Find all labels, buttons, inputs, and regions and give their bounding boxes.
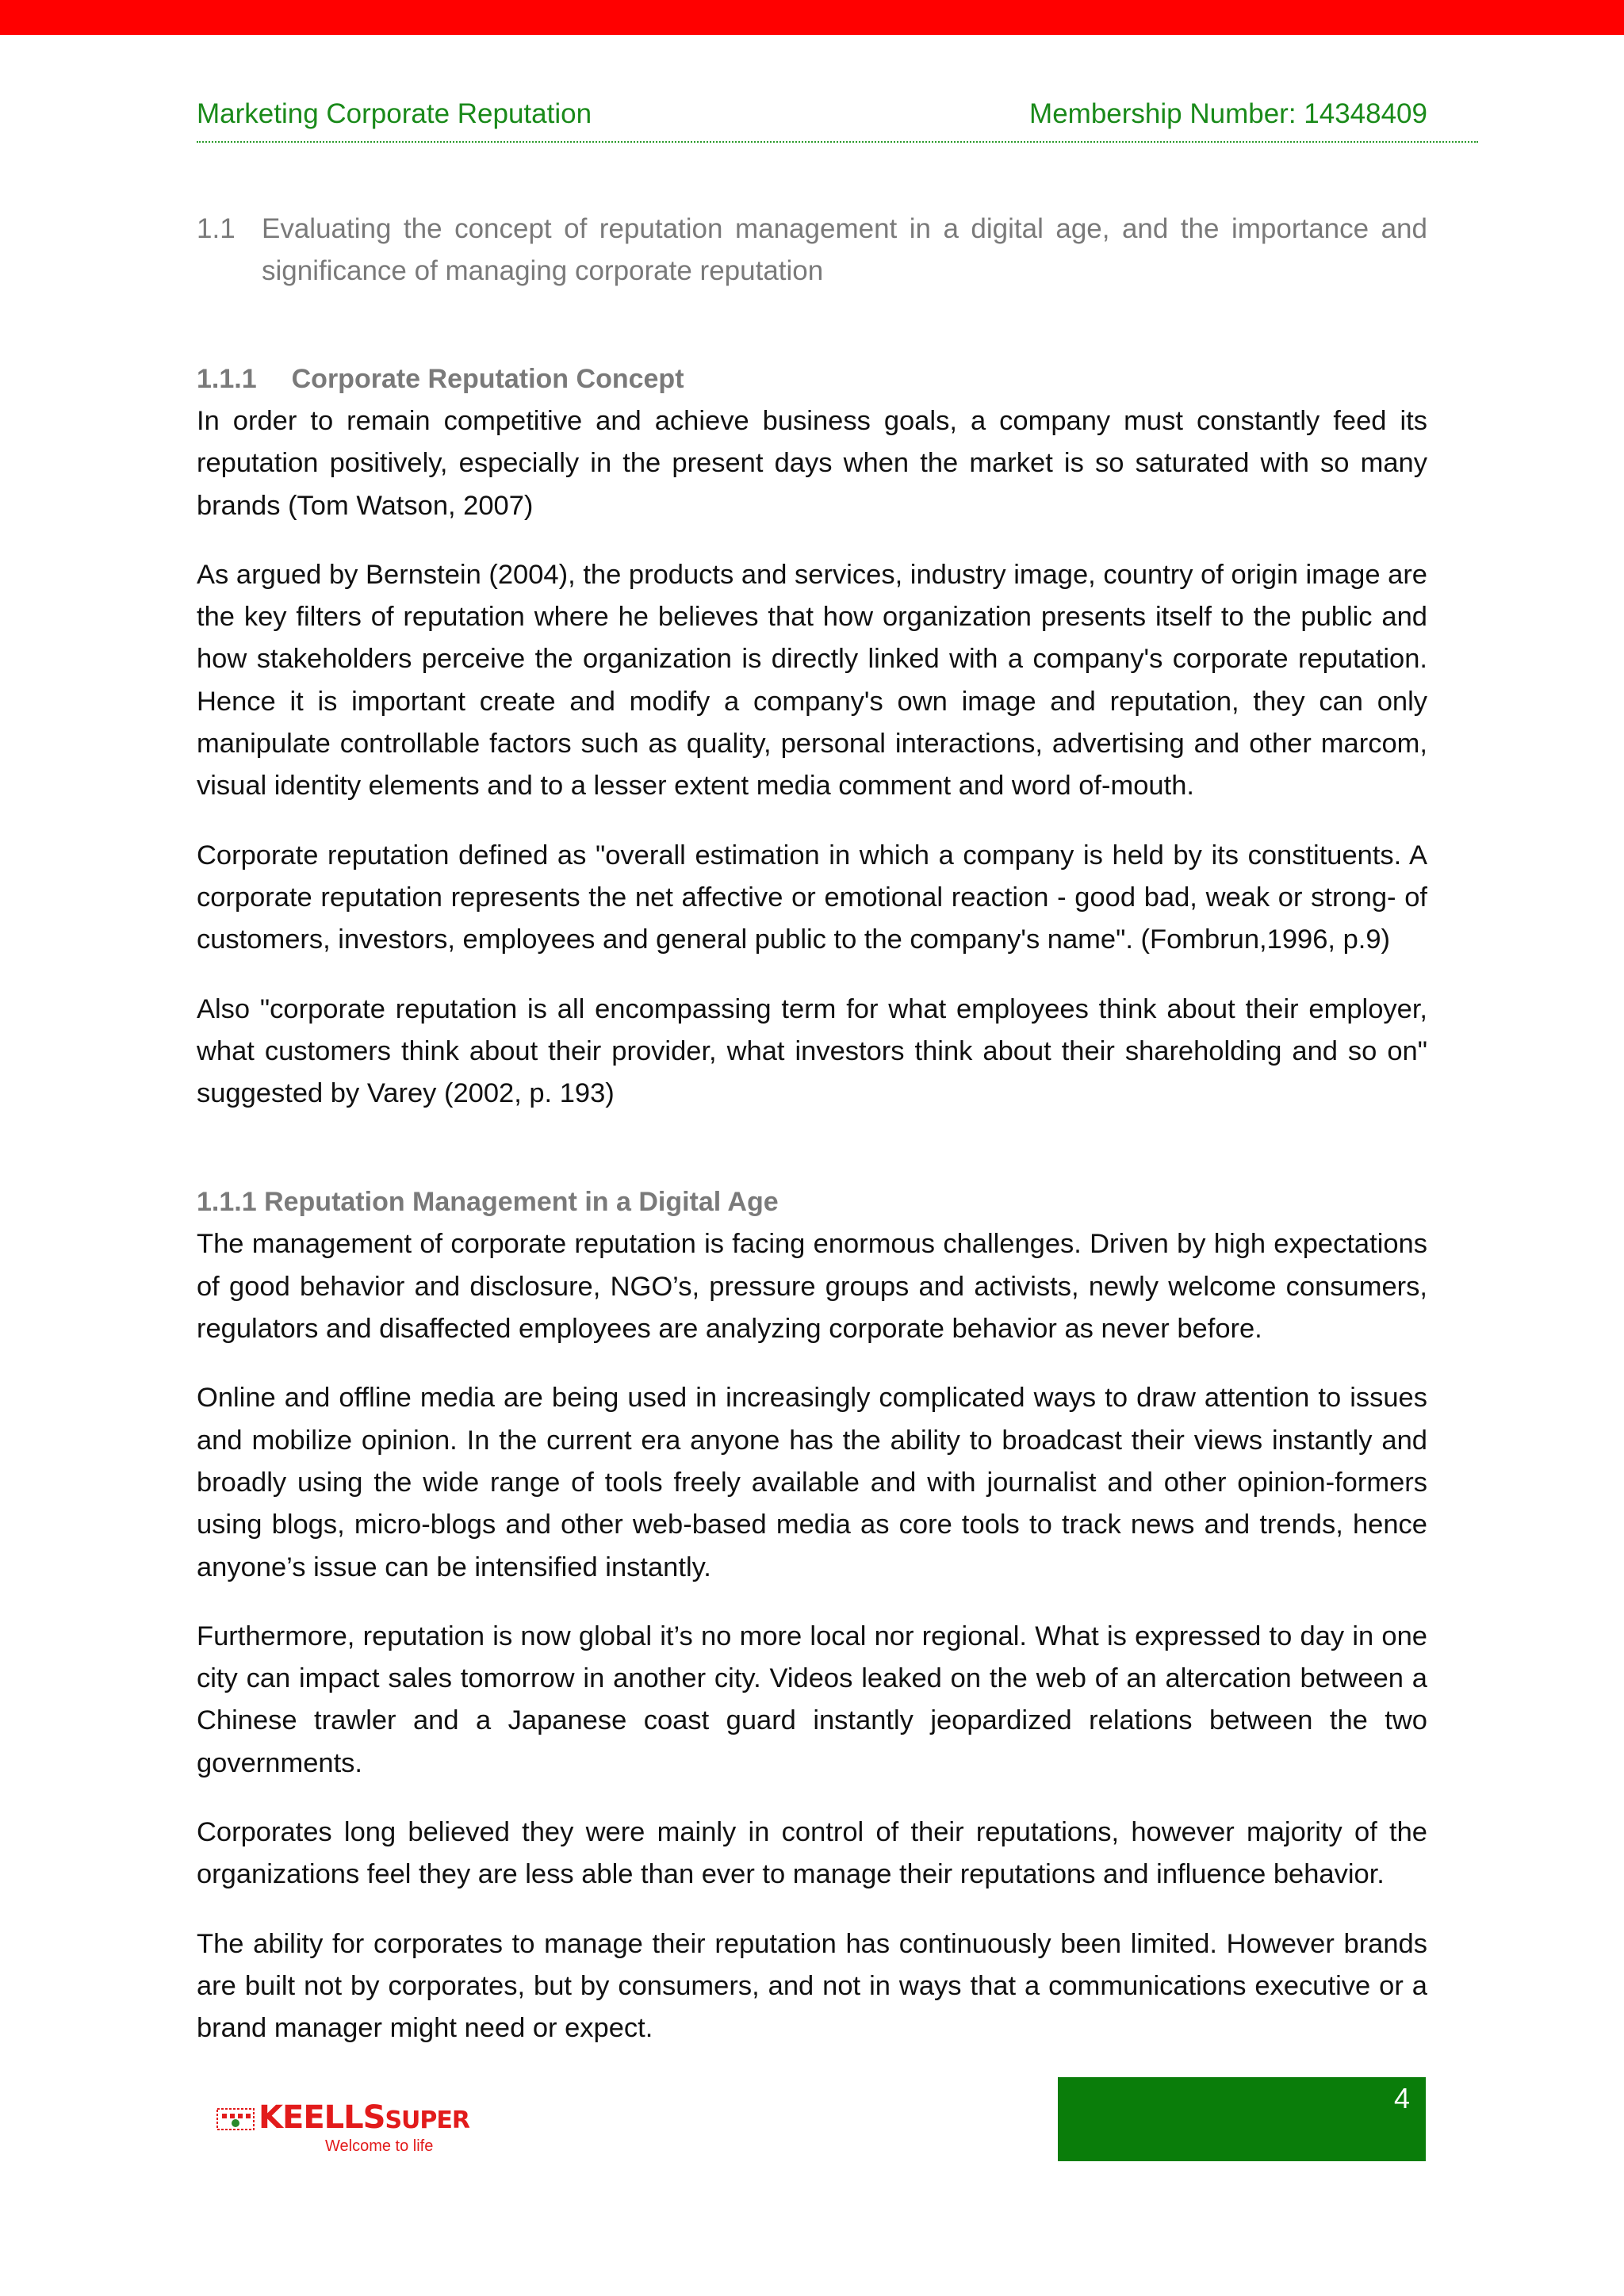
paragraph: The management of corporate reputation is facing enormous challenges. Driven by high expectations of good behavior and disclosure, NGO’s, pressure groups and activists, newly welcome consumers, regulators and disaffected employees are analyzing corporate behavior as never before. (197, 1229, 1427, 1345)
subsection-number: 1.1.1 (197, 364, 257, 394)
subsection-title: Corporate Reputation Concept (291, 364, 684, 394)
document-body (197, 358, 1427, 2077)
section-heading (197, 208, 1427, 292)
paragraph: As argued by Bernstein (2004), the products and services, industry image, country of origin image are the key filters of reputation where he believes that how organization presents itself to the public and how stakeholders perceive the organization is directly linked with a company's corporate reputation. Hence it is important create and modify a company's own image and reputation, they can only manipulate controllable factors such as quality, personal interactions, advertising and other marcom, visual identity elements and to a lesser extent media comment and word of-mouth. (197, 559, 1427, 802)
paragraph: Corporates long believed they were mainly in control of their reputations, however majority of the organizations feel they are less able than ever to manage their reputations and influence behavior. (197, 1817, 1427, 1890)
top-red-bar (0, 0, 1624, 35)
paragraph: Corporate reputation defined as "overall estimation in which a company is held by its constituents. A corporate reputation represents the net affective or emotional reaction - good bad, weak or strong- of customers, investors, employees and general public to the company's name". (Fombrun,1996, p.9) (197, 840, 1427, 955)
paragraph: In order to remain competitive and achieve business goals, a company must constantly feed its reputation positively, especially in the present days when the market is so saturated with so many brands (Tom Watson, 2007) (197, 406, 1427, 521)
subsection-heading-1 (197, 358, 1427, 400)
header-divider (197, 141, 1478, 143)
page-number: 4 (1393, 2082, 1410, 2114)
page-number-box (1058, 2077, 1426, 2161)
header-membership-number: Membership Number: 14348409 (1029, 98, 1427, 129)
paragraph: Also "corporate reputation is all encompassing term for what employees think about their employer, what customers think about their provider, what investors think about their shareholding and so on" suggested by Varey (2002, p. 193) (197, 993, 1427, 1109)
basket-icon (216, 2106, 255, 2133)
paragraph: The ability for corporates to manage their reputation has continuously been limited. However brands are built not by corporates, but by consumers, and not in ways that a communications executive or a brand manager might need or expect. (197, 1928, 1427, 2044)
logo-tagline: Welcome to life (325, 2137, 434, 2155)
header-title: Marketing Corporate Reputation (197, 98, 592, 129)
logo-wordmark: KEELLSSUPER (259, 2099, 469, 2136)
section-number: 1.1 (197, 213, 236, 244)
section-title: Evaluating the concept of reputation management in a digital age, and the importance and significance of managing corporate reputation (262, 213, 1427, 286)
keells-super-logo (216, 2099, 469, 2163)
paragraph: Furthermore, reputation is now global it’s no more local nor regional. What is expressed to day in one city can impact sales tomorrow in another city. Videos leaked on the web of an altercation between a Chinese trawler and a Japanese coast guard instantly jeopardized relations between the two governments. (197, 1621, 1427, 1778)
subsection-heading-2: 1.1.1 Reputation Management in a Digital Age (197, 1187, 779, 1218)
paragraph: Online and offline media are being used in increasingly complicated ways to draw attention to issues and mobilize opinion. In the current era anyone has the ability to broadcast their views instantly and broadly using the wide range of tools freely available and with journalist and other opinion-formers using blogs, micro-blogs and other web-based media as core tools to track news and trends, hence anyone’s issue can be intensified instantly. (197, 1383, 1427, 1582)
page-header (197, 95, 1427, 143)
